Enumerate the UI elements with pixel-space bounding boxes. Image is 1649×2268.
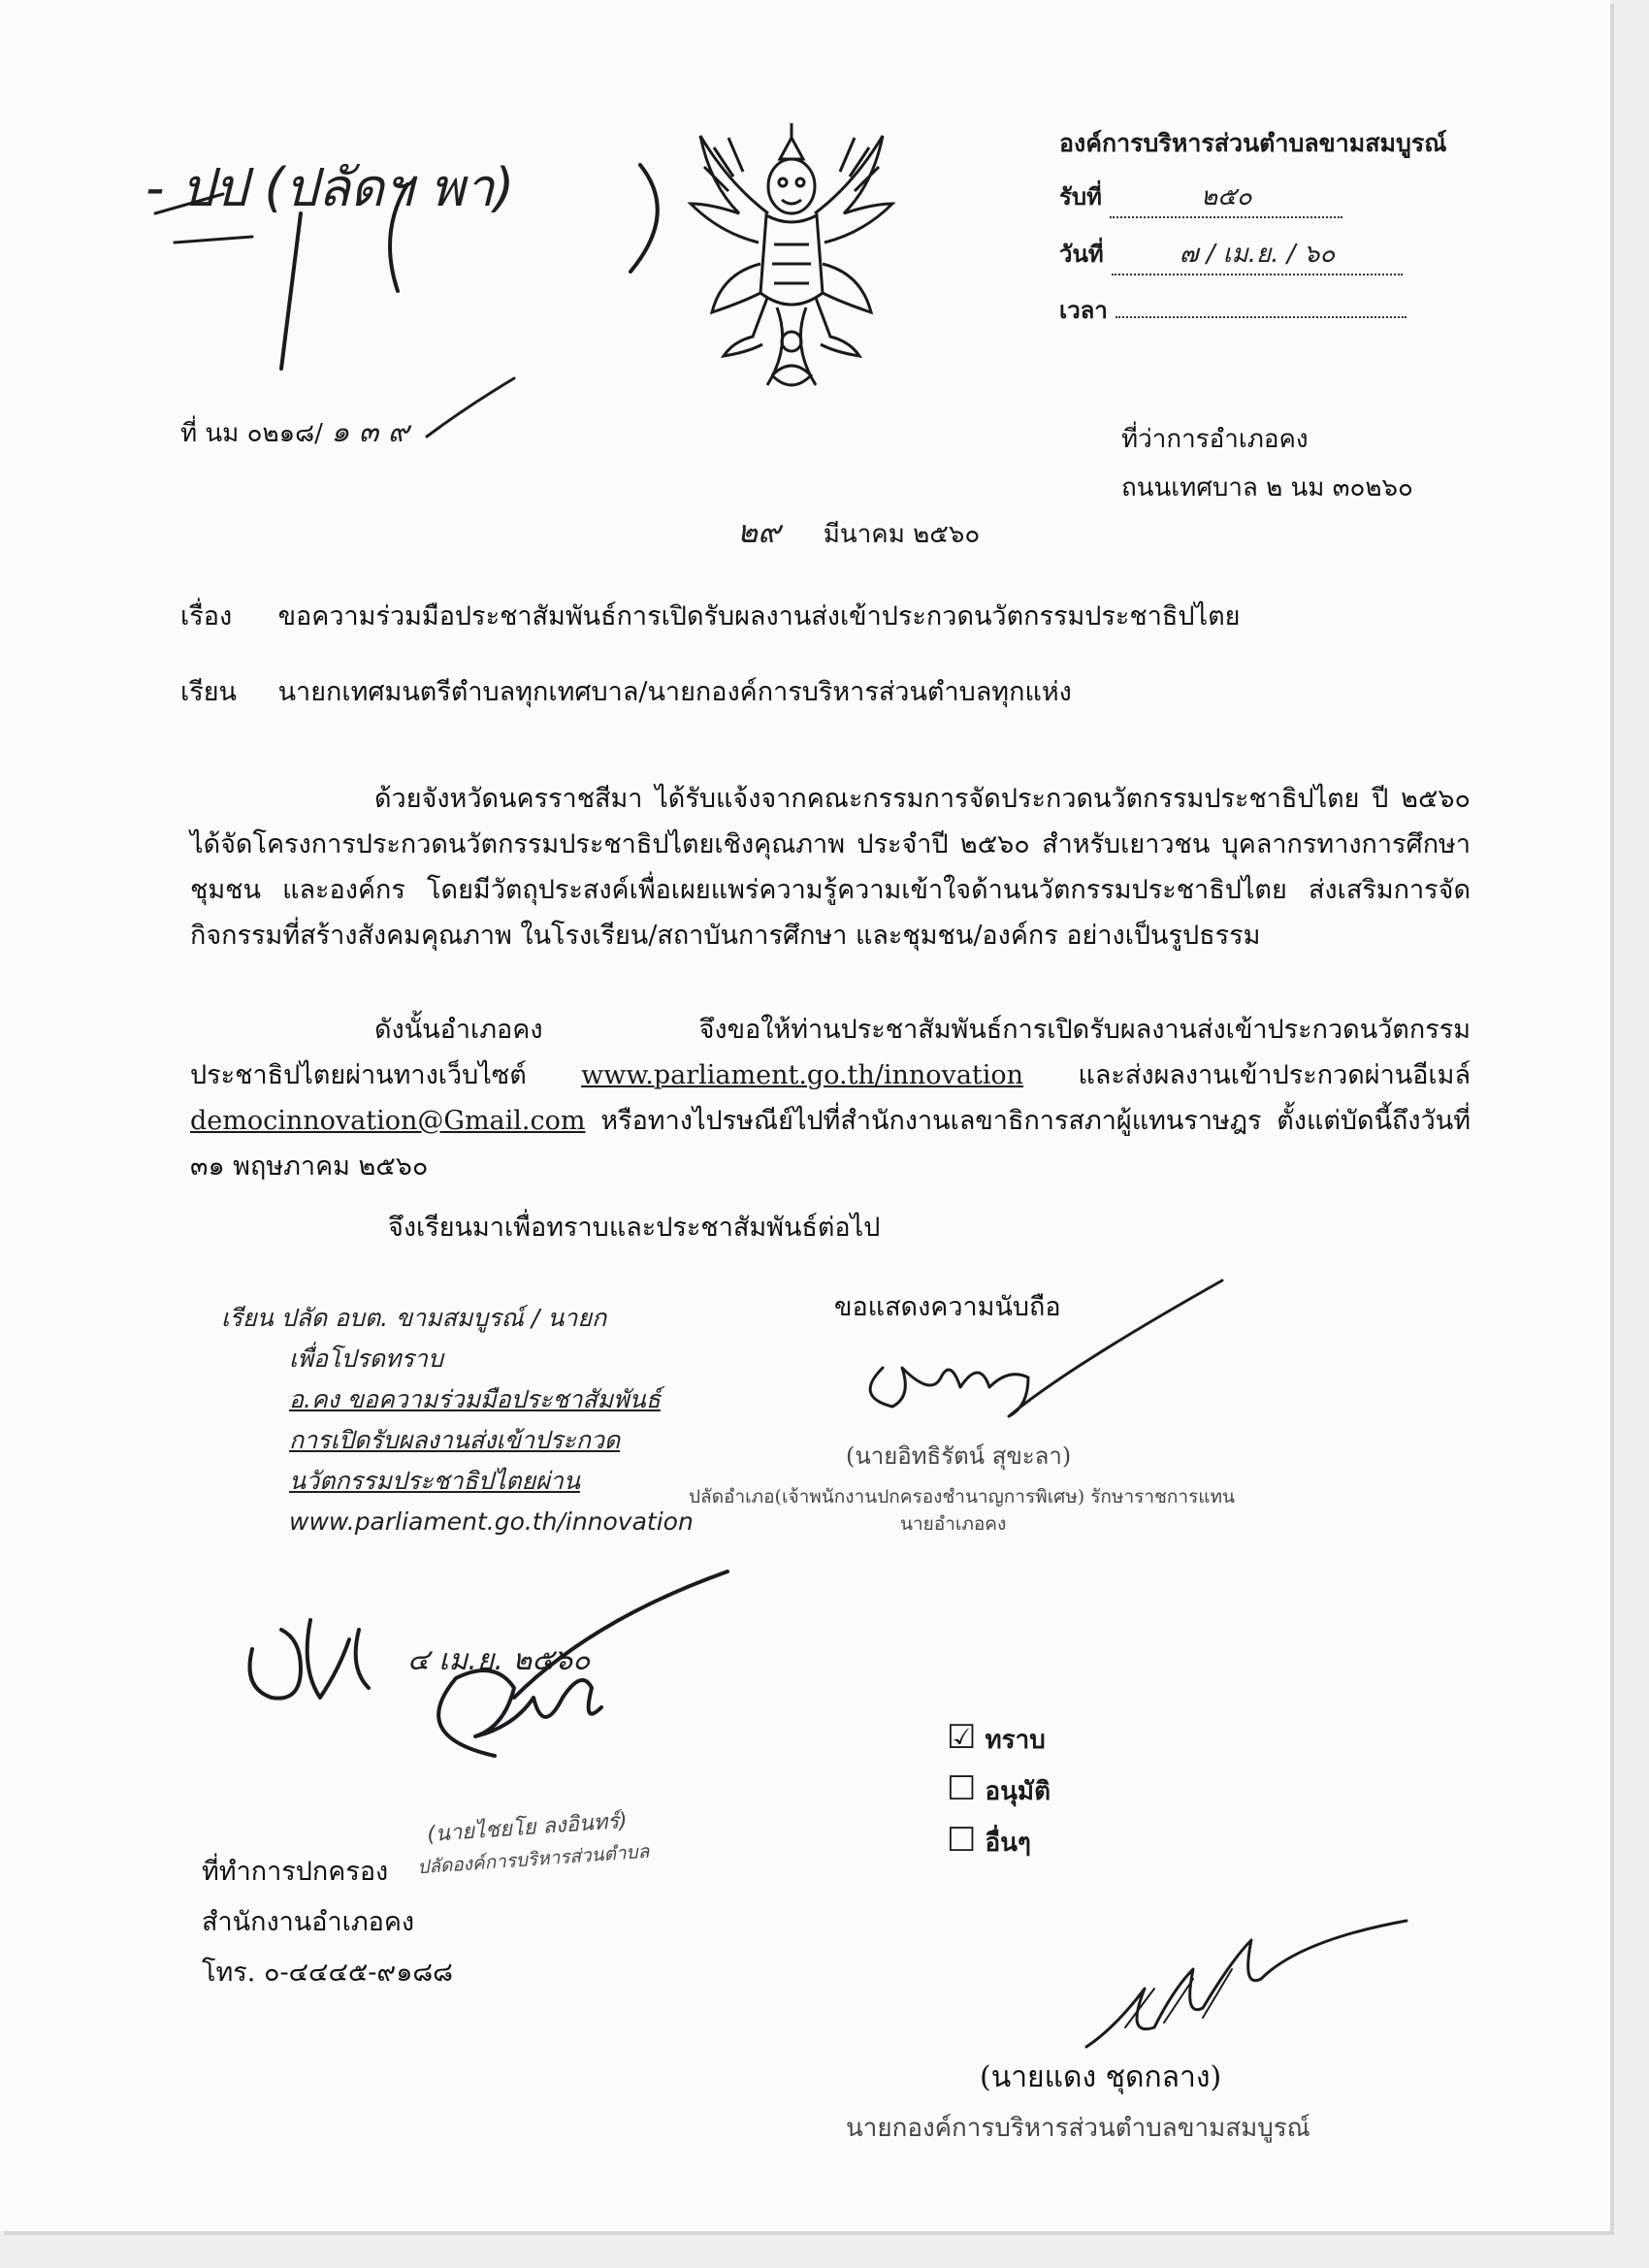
checklist-label: ทราบ <box>985 1726 1046 1755</box>
body-paragraph-2-text-b: และส่งผลงานเข้าประกวดผ่านอีเมล์ <box>1078 1060 1471 1090</box>
footer-office <box>202 1847 453 1998</box>
reference-number-handwritten: ๑ ๓ ๙ <box>331 415 409 449</box>
reference-flourish <box>417 369 524 446</box>
signature-regards: ขอแสดงความนับถือ <box>834 1292 1061 1322</box>
second-signature-name: (นายไชยโย ลงอินทร์) <box>426 1808 629 1848</box>
internal-note-line-6: www.parliament.go.th/innovation <box>289 1507 694 1536</box>
internal-note-line-3: อ.คง ขอความร่วมมือประชาสัมพันธ์ <box>289 1385 661 1413</box>
internal-note-line-1: เรียน ปลัด อบต. ขามสมบูรณ์ / นายก <box>221 1304 607 1332</box>
sender-office: ที่ว่าการอำเภอคง <box>1121 425 1309 454</box>
mayor-position: นายกองค์การบริหารส่วนตำบลขามสมบูรณ์ <box>846 2114 1310 2143</box>
handwritten-strokes <box>136 97 679 388</box>
main-signature <box>824 1261 1242 1455</box>
sender-block <box>1121 415 1413 512</box>
checklist-item <box>947 1816 1051 1867</box>
body-paragraph-1 <box>190 776 1471 958</box>
internal-note-line-2: เพื่อโปรดทราบ <box>289 1345 443 1373</box>
checklist-item <box>947 1765 1051 1816</box>
receipt-date-label: วันที่ <box>1059 241 1104 268</box>
sender-address: ถนนเทศบาล ๒ นม ๓๐๒๖๐ <box>1121 473 1413 502</box>
letter-date-month-year: มีนาคม ๒๕๖๐ <box>823 520 981 549</box>
subject-label: เรื่อง <box>180 601 233 632</box>
handwritten-instruction: - ปป (ปลัดฯ พา) <box>146 157 515 218</box>
approval-checklist <box>947 1713 1051 1867</box>
body-paragraph-2 <box>190 1007 1471 1189</box>
receipt-number: ๒๕๐ <box>1110 177 1342 218</box>
subject-text: ขอความร่วมมือประชาสัมพันธ์การเปิดรับผลงานส่งเข้าประกวดนวัตกรรมประชาธิปไตย <box>277 601 1241 632</box>
internal-note-line-4: การเปิดรับผลงานส่งเข้าประกวด <box>289 1426 621 1454</box>
checkbox-empty-icon: ☐ <box>947 1821 977 1860</box>
second-signature <box>359 1562 747 1804</box>
mayor-signature <box>1067 1911 1426 2066</box>
receipt-org: องค์การบริหารส่วนตำบลขามสมบูรณ์ <box>1059 129 1447 157</box>
footer-office-phone: โทร. ๐-๔๔๔๕-๙๑๘๘ <box>202 1958 454 1988</box>
second-signature-position: ปลัดองค์การบริหารส่วนตำบล <box>416 1840 650 1879</box>
reference-number-printed: ที่ นม ๐๒๑๘/ <box>180 419 323 448</box>
letter-date-day: ๒๙ <box>737 513 781 550</box>
closing-line: จึงเรียนมาเพื่อทราบและประชาสัมพันธ์ต่อไป <box>388 1213 881 1243</box>
signature-position-1: ปลัดอำเภอ(เจ้าพนักงานปกครองชำนาญการพิเศษ) รักษาราชการแทน <box>689 1486 1236 1507</box>
signature-position-2: นายอำเภอคง <box>900 1513 1007 1535</box>
receipt-number-label: รับที่ <box>1059 183 1102 211</box>
recipient-text: นายกเทศมนตรีตำบลทุกเทศบาล/นายกองค์การบริหารส่วนตำบลทุกแห่ง <box>277 677 1072 707</box>
mayor-name: (นายแดง ชุดกลาง) <box>980 2060 1222 2094</box>
reference-number <box>180 415 409 451</box>
subject-line <box>180 599 1240 634</box>
recipient-label: เรียน <box>180 677 238 707</box>
checklist-label: อื่นๆ <box>985 1829 1031 1858</box>
letter-date <box>737 514 980 552</box>
body-paragraph-1-text: ด้วยจังหวัดนครราชสีมา ได้รับแจ้งจากคณะกรรมการจัดประกวดนวัตกรรมประชาธิปไตย ปี ๒๕๖๐ ได้จัดโครงการประกวดนวัตกรรมประชาธิปไตยเชิงคุณภาพ ประจำปี ๒๕๖๐ สำหรับเยาวชน บุคลากรทางการศึกษา ชุมชน และองค์กร โดยมีวัตถุประสงค์เพื่อเผยแพร่ความรู้ความเข้าใจด้านนวัตกรรมประชาธิปไตย ส่งเสริมการจัดกิจกรรมที่สร้างสังคมคุณภาพ ในโรงเรียน/สถาบันการศึกษา และชุมชน/องค์กร อย่างเป็นรูปธรรม <box>190 784 1471 951</box>
footer-office-line-1: ที่ทำการปกครอง <box>202 1857 389 1887</box>
checkbox-empty-icon: ☐ <box>947 1769 977 1808</box>
signature-name: (นายอิทธิรัตน์ สุขะลา) <box>846 1442 1072 1470</box>
receipt-date: ๗ / เม.ย. / ๖๐ <box>1112 234 1403 275</box>
receipt-time-label: เวลา <box>1059 297 1108 324</box>
recipient-line <box>180 675 1072 710</box>
email-link[interactable]: democinnovation@Gmail.com <box>190 1106 586 1136</box>
internal-note <box>221 1298 694 1542</box>
internal-note-date: ๔ เม.ย. ๒๕๖๐ <box>407 1643 591 1677</box>
body-paragraph-2-text-c: หรือทางไปรษณีย์ไปที่สำนักงานเลขาธิการสภาผู้แทนราษฎร ตั้งแต่บัดนี้ถึงวันที่ ๓๑ พฤษภาคม ๒๕๖๐ <box>190 1106 1471 1182</box>
receipt-stamp <box>1059 124 1446 329</box>
checklist-item <box>947 1713 1051 1765</box>
website-link[interactable]: www.parliament.go.th/innovation <box>581 1060 1024 1090</box>
checkbox-checked-icon: ☑ <box>947 1718 977 1757</box>
footer-office-line-2: สำนักงานอำเภอคง <box>202 1907 415 1937</box>
checklist-label: อนุมัติ <box>985 1777 1051 1806</box>
body-paragraph-2-text-a: ดังนั้นอำเภอคง จึงขอให้ท่านประชาสัมพันธ์การเปิดรับผลงานส่งเข้าประกวดนวัตกรรมประชาธิปไตยผ่านทางเว็บไซต์ <box>190 1015 1471 1090</box>
internal-note-line-5: นวัตกรรมประชาธิปไตยผ่าน <box>289 1467 580 1495</box>
garuda-emblem-icon <box>685 118 898 400</box>
